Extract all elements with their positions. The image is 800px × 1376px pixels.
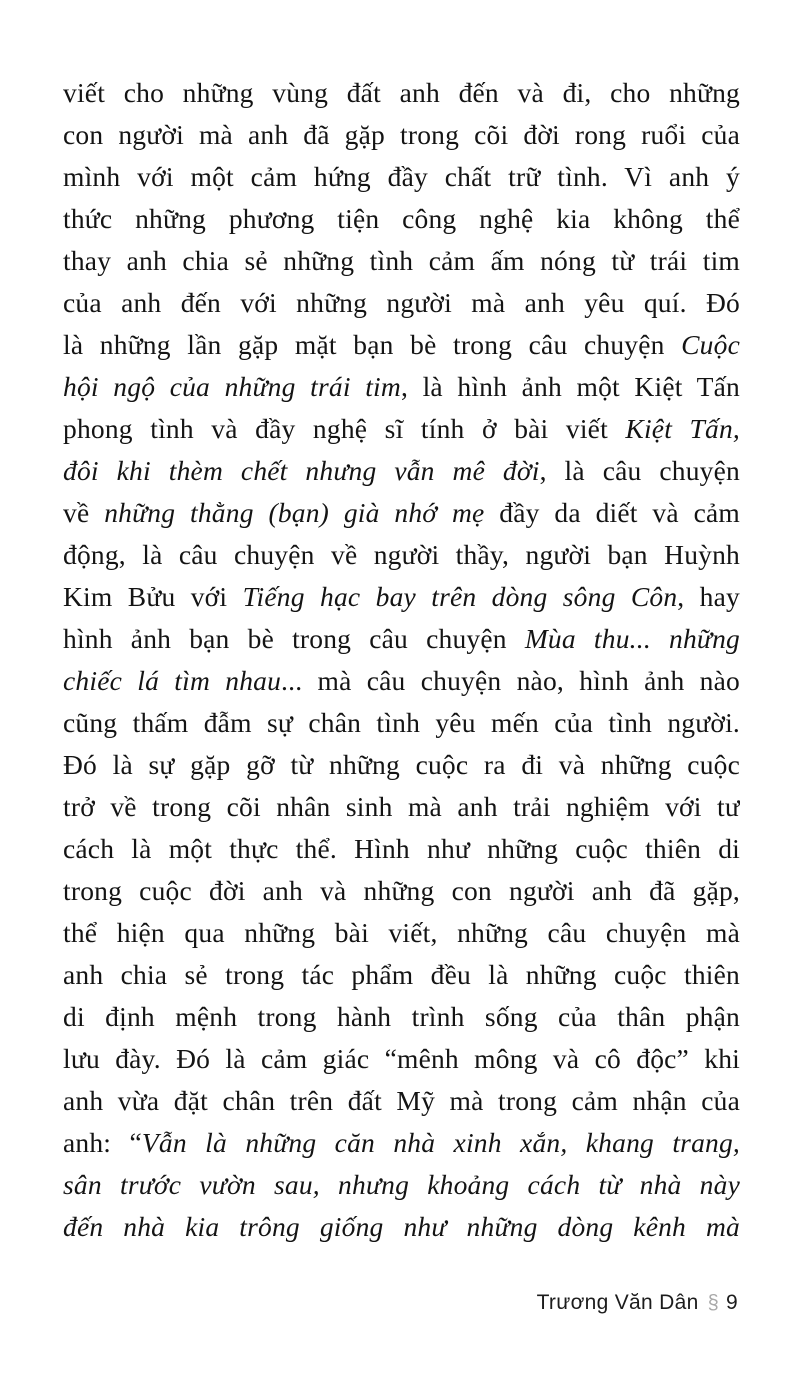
text-segment-italic: những thằng (bạn) già nhớ mẹ — [104, 497, 485, 528]
page-footer — [537, 1291, 738, 1315]
text-lines — [63, 72, 740, 1248]
text-line — [63, 996, 740, 1038]
text-line — [63, 534, 740, 576]
text-line — [63, 492, 740, 534]
text-segment: là những lần gặp mặt bạn bè trong câu chuyện — [63, 329, 682, 360]
text-segment: trở về trong cõi nhân sinh mà anh trải nghiệm với tư — [63, 791, 740, 822]
text-segment: về — [63, 497, 105, 528]
text-line — [63, 240, 740, 282]
text-segment: di định mệnh trong hành trình sống của thân phận — [63, 1001, 740, 1032]
text-line — [63, 72, 740, 114]
text-segment-italic: Tiếng hạc bay trên dòng sông Côn — [242, 581, 678, 612]
text-segment: viết cho những vùng đất anh đến và đi, cho những — [63, 77, 740, 108]
text-segment: Kim Bửu với — [63, 581, 243, 612]
text-segment-italic: Mùa thu... những — [524, 623, 740, 654]
text-segment: , là câu chuyện — [539, 455, 740, 486]
text-line — [63, 408, 740, 450]
text-segment-italic: chiếc lá tìm nhau — [63, 665, 282, 696]
text-line — [63, 618, 740, 660]
text-segment: trong cuộc đời anh và những con người anh đã gặp, — [63, 875, 740, 906]
text-line — [63, 660, 740, 702]
text-line — [63, 744, 740, 786]
text-line — [63, 198, 740, 240]
text-line — [63, 450, 740, 492]
text-segment: thức những phương tiện công nghệ kia không thể — [63, 203, 740, 234]
text-segment: , hay — [677, 581, 740, 612]
text-line — [63, 954, 740, 996]
text-segment-italic: Cuộc — [681, 329, 740, 360]
text-segment-italic: đôi khi thèm chết nhưng vẫn mê đời — [63, 455, 540, 486]
text-line — [63, 786, 740, 828]
text-line — [63, 366, 740, 408]
text-segment-italic: đến nhà kia trông giống như những dòng kênh mà — [63, 1211, 740, 1242]
text-line — [63, 870, 740, 912]
text-segment: ... mà câu chuyện nào, hình ảnh nào — [281, 665, 740, 696]
text-line — [63, 324, 740, 366]
text-segment: Đó là sự gặp gỡ từ những cuộc ra đi và những cuộc — [63, 749, 740, 780]
text-line — [63, 912, 740, 954]
text-segment: anh: “ — [63, 1127, 142, 1158]
text-segment: động, là câu chuyện về người thầy, người bạn Huỳnh — [63, 539, 740, 570]
text-segment-italic: Vẫn là những căn nhà xinh xắn, khang trang, — [141, 1127, 740, 1158]
footer-section-mark: § — [707, 1292, 720, 1314]
text-segment: phong tình và đầy nghệ sĩ tính ở bài viết — [63, 413, 626, 444]
text-segment: cách là một thực thể. Hình như những cuộc thiên di — [63, 833, 740, 864]
text-line — [63, 1164, 740, 1206]
text-line — [63, 156, 740, 198]
footer-page-number: 9 — [726, 1291, 738, 1314]
text-line — [63, 1038, 740, 1080]
text-segment: lưu đày. Đó là cảm giác “mênh mông và cô độc” khi — [63, 1043, 740, 1074]
text-segment: anh vừa đặt chân trên đất Mỹ mà trong cảm nhận của — [63, 1085, 740, 1116]
text-segment: đầy da diết và cảm — [484, 497, 740, 528]
text-segment: thay anh chia sẻ những tình cảm ấm nóng từ trái tim — [63, 245, 740, 276]
text-line — [63, 576, 740, 618]
footer-author: Trương Văn Dân — [536, 1291, 699, 1314]
text-segment-italic: hội ngộ của những trái tim — [63, 371, 401, 402]
text-line — [63, 1206, 740, 1248]
text-segment-italic: Kiệt Tấn, — [625, 413, 740, 444]
text-segment: , là hình ảnh một Kiệt Tấn — [400, 371, 740, 402]
text-line — [63, 702, 740, 744]
text-line — [63, 114, 740, 156]
text-segment: thể hiện qua những bài viết, những câu chuyện mà — [63, 917, 740, 948]
text-segment: cũng thấm đẫm sự chân tình yêu mến của tình người. — [63, 707, 740, 738]
text-line — [63, 1080, 740, 1122]
text-segment: con người mà anh đã gặp trong cõi đời rong ruổi của — [63, 119, 740, 150]
text-line — [63, 282, 740, 324]
text-segment: anh chia sẻ trong tác phẩm đều là những cuộc thiên — [63, 959, 740, 990]
text-segment-italic: sân trước vườn sau, nhưng khoảng cách từ nhà này — [63, 1169, 740, 1200]
text-line — [63, 1122, 740, 1164]
text-line — [63, 828, 740, 870]
text-segment: của anh đến với những người mà anh yêu quí. Đó — [63, 287, 740, 318]
text-segment: mình với một cảm hứng đầy chất trữ tình. Vì anh ý — [63, 161, 740, 192]
text-segment: hình ảnh bạn bè trong câu chuyện — [63, 623, 525, 654]
